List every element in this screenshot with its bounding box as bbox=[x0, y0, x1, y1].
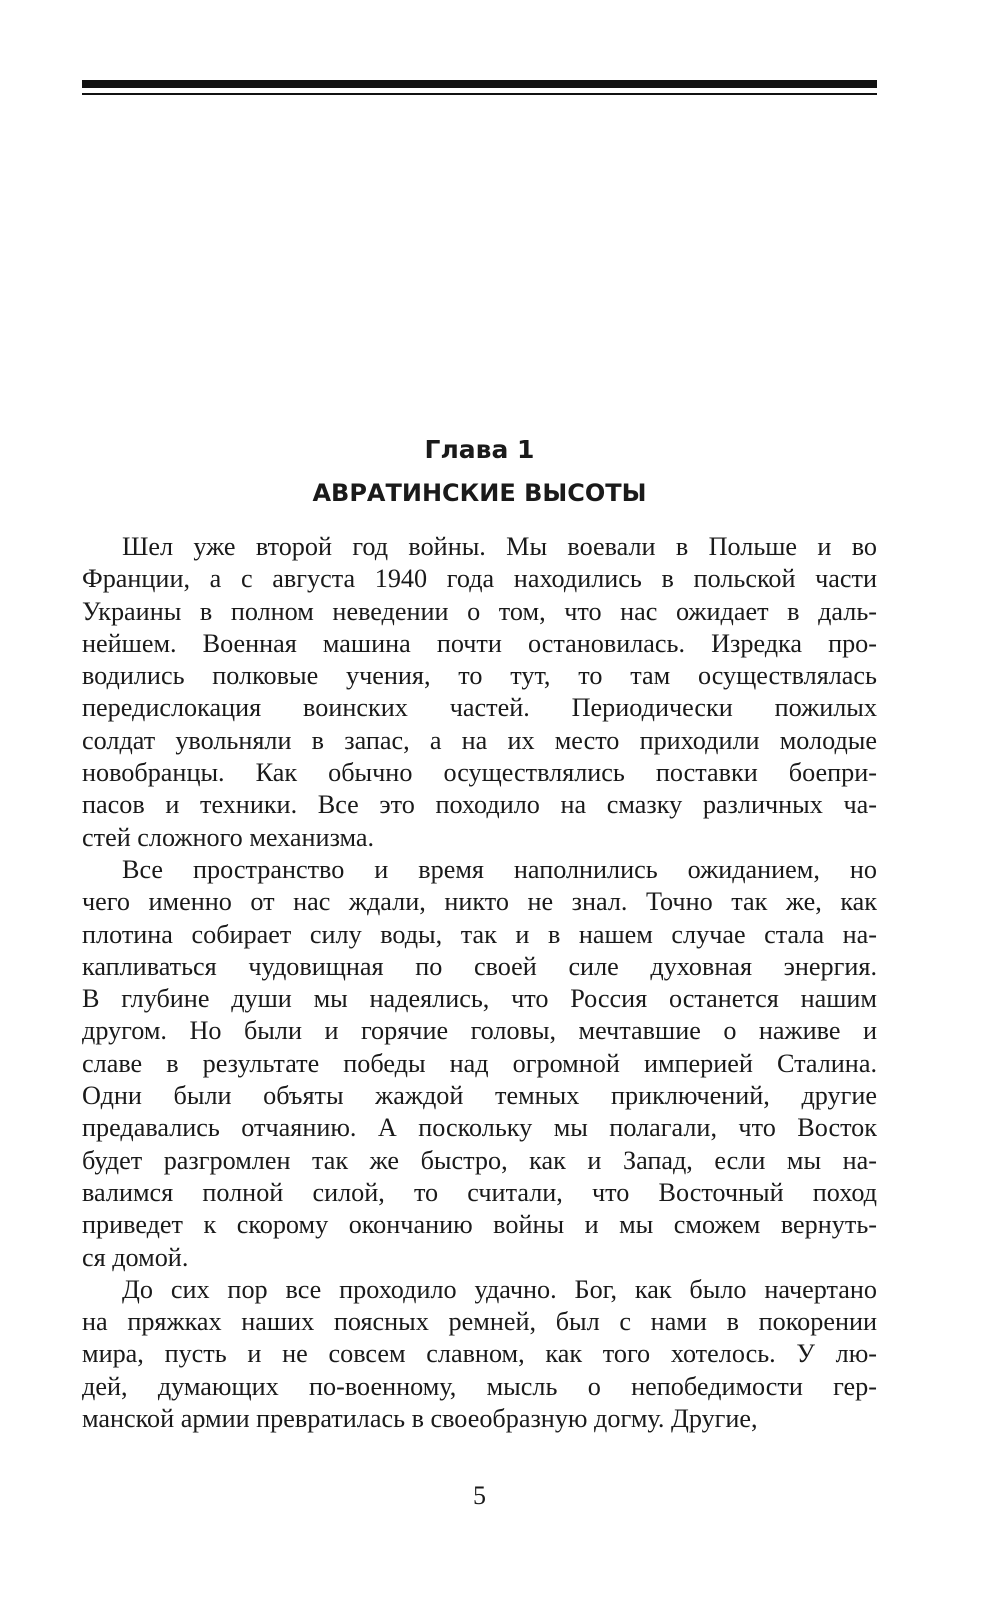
text-line: передислокация воинских частей. Периодически пожилых bbox=[82, 693, 877, 723]
text-line: Одни были объяты жаждой темных приключений, другие bbox=[82, 1081, 877, 1111]
text-line: солдат увольняли в запас, а на их место приходили молодые bbox=[82, 725, 877, 755]
text-line: нейшем. Военная машина почти остановилась. Изредка про- bbox=[82, 628, 877, 658]
text-line: плотина собирает силу воды, так и в нашем случае стала на- bbox=[82, 919, 877, 949]
text-line: мира, пусть и не совсем славном, как того хотелось. У лю- bbox=[82, 1339, 877, 1369]
text-line: манской армии превратилась в своеобразную догму. Другие, bbox=[82, 1404, 758, 1434]
text-line: чего именно от нас ждали, никто не знал. Точно так же, как bbox=[82, 887, 877, 917]
text-line: Украины в полном неведении о том, что нас ожидает в даль- bbox=[82, 596, 877, 626]
header-rule-thin bbox=[82, 93, 877, 95]
text-line: дей, думающих по-военному, мысль о непобедимости гер- bbox=[82, 1371, 877, 1401]
text-line: В глубине души мы надеялись, что Россия останется нашим bbox=[82, 984, 877, 1014]
chapter-title: АВРАТИНСКИЕ ВЫСОТЫ bbox=[312, 479, 647, 507]
text-line: новобранцы. Как обычно осуществлялись поставки боепри- bbox=[82, 758, 877, 788]
paragraph bbox=[82, 1274, 877, 1435]
page-number: 5 bbox=[473, 1481, 486, 1510]
text-line: стей сложного механизма. bbox=[82, 822, 375, 852]
text-line: приведет к скорому окончанию войны и мы сможем вернуть- bbox=[82, 1210, 877, 1240]
text-line: предавались отчаянию. А поскольку мы полагали, что Восток bbox=[82, 1113, 877, 1143]
text-line: ся домой. bbox=[82, 1242, 189, 1272]
paragraph bbox=[82, 854, 877, 1274]
text-line: водились полковые учения, то тут, то там осуществлялась bbox=[82, 661, 877, 691]
text-line: валимся полной силой, то считали, что Восточный поход bbox=[82, 1177, 877, 1207]
text-line: на пряжках наших поясных ремней, был с нами в покорении bbox=[82, 1307, 877, 1337]
text-line: капливаться чудовищная по своей силе духовная энергия. bbox=[82, 951, 877, 981]
text-line: До сих пор все проходило удачно. Бог, как было начертано bbox=[122, 1274, 877, 1304]
text-line: Все пространство и время наполнились ожиданием, но bbox=[122, 854, 877, 884]
text-line: Шел уже второй год войны. Мы воевали в Польше и во bbox=[122, 532, 877, 561]
text-line: другом. Но были и горячие головы, мечтавшие о наживе и bbox=[82, 1016, 877, 1046]
chapter-label: Глава 1 bbox=[424, 435, 535, 464]
header-rule-thick bbox=[82, 80, 877, 88]
body-text bbox=[82, 531, 877, 1435]
text-line: славе в результате победы над огромной империей Сталина. bbox=[82, 1048, 877, 1078]
paragraph bbox=[82, 531, 877, 854]
text-line: будет разгромлен так же быстро, как и Запад, если мы на- bbox=[82, 1145, 877, 1175]
text-line: Франции, а с августа 1940 года находились в польской части bbox=[82, 564, 877, 594]
text-line: пасов и техники. Все это походило на смазку различных ча- bbox=[82, 790, 877, 820]
